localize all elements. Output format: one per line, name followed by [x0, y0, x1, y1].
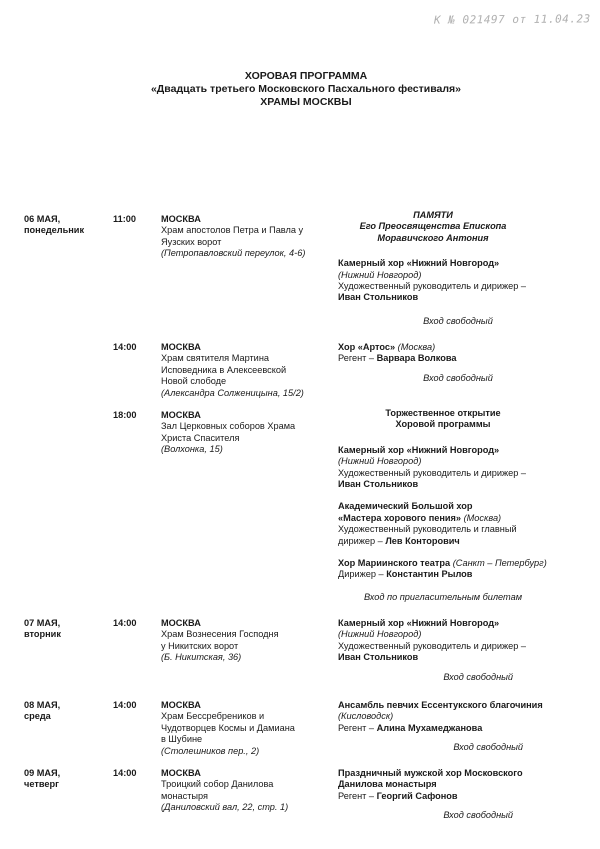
venue-city: МОСКВА — [161, 214, 201, 224]
day-date — [24, 214, 104, 237]
event-performers — [338, 210, 578, 327]
choir-city: (Москва) — [463, 512, 502, 523]
venue-name-line: монастыря — [161, 790, 208, 801]
venue-address: (Б. Никитская, 36) — [161, 652, 242, 663]
venue-city: МОСКВА — [161, 700, 201, 710]
choir-city: (Нижний Новгород) — [338, 629, 422, 640]
venue-address: (Волхонка, 15) — [161, 444, 223, 455]
event-time: 14:00 — [113, 768, 137, 778]
conductor-role: Дирижер – — [338, 569, 384, 580]
weekday-label: понедельник — [24, 225, 85, 236]
event-time: 14:00 — [113, 618, 137, 628]
date-label: 06 МАЯ, — [24, 214, 61, 224]
registration-stamp: К № 021497 от 11.04.23 — [433, 12, 591, 27]
event-venue — [161, 700, 331, 757]
entry-note: Вход свободный — [443, 810, 513, 821]
venue-city: МОСКВА — [161, 618, 201, 628]
venue-name-line: в Шубине — [161, 734, 203, 745]
date-label: 09 МАЯ, — [24, 768, 61, 778]
date-label: 08 МАЯ, — [24, 700, 61, 710]
opening-title: Хоровой программы — [395, 419, 491, 430]
entry-note: Вход свободный — [443, 671, 513, 682]
venue-city: МОСКВА — [161, 342, 201, 352]
venue-name-line: Храм Бессребреников и — [161, 711, 265, 722]
dedication-line: Его Преосвященства Епископа — [359, 221, 507, 232]
venue-name-line: Зал Церковных соборов Храма — [161, 421, 296, 432]
entry-note: Вход по пригласительным билетам — [363, 591, 523, 602]
choir-city: (Москва) — [397, 342, 436, 352]
choir-city: (Санкт – Петербург) — [452, 558, 547, 569]
conductor-role: Художественный руководитель и главный — [338, 524, 517, 535]
conductor-role: Художественный руководитель и дирижер – — [338, 281, 527, 292]
dedication-title: ПАМЯТИ — [413, 210, 453, 220]
event-venue — [161, 410, 331, 456]
choir-name: Камерный хор «Нижний Новгород» — [338, 444, 500, 455]
conductor-role: Художественный руководитель и дирижер – — [338, 640, 527, 651]
date-label: 07 МАЯ, — [24, 618, 61, 628]
venue-city: МОСКВА — [161, 410, 201, 420]
venue-name-line: Чудотворцев Космы и Дамиана — [161, 722, 295, 733]
choir-name: Праздничный мужской хор Московского — [338, 768, 523, 778]
event-time: 14:00 — [113, 342, 137, 352]
event-venue — [161, 214, 331, 260]
conductor-name: Константин Рылов — [386, 569, 473, 580]
choir-city: (Кисловодск) — [338, 711, 394, 722]
conductor-role: Регент – — [338, 353, 375, 364]
choir-name: Академический Большой хор — [338, 501, 473, 512]
venue-name-line: Христа Спасителя — [161, 432, 240, 443]
venue-name-line: Исповедника в Алексеевской — [161, 364, 287, 375]
event-time: 14:00 — [113, 700, 137, 710]
conductor-name: Иван Стольников — [338, 292, 419, 303]
event-performers — [338, 700, 588, 754]
event-performers — [338, 768, 578, 822]
venue-name-line: Храм святителя Мартина — [161, 353, 269, 364]
dedication-line: Моравичского Антония — [377, 232, 489, 243]
choir-city: (Нижний Новгород) — [338, 456, 422, 467]
conductor-role: Художественный руководитель и дирижер – — [338, 467, 527, 478]
venue-name-line: Храм апостолов Петра и Павла у — [161, 225, 304, 236]
choir-name: «Мастера хорового пения» — [338, 512, 462, 523]
choir-name: Камерный хор «Нижний Новгород» — [338, 258, 500, 269]
choir-name: Камерный хор «Нижний Новгород» — [338, 618, 500, 628]
venue-address: (Столешников пер., 2) — [161, 745, 260, 756]
program-title: ХОРОВАЯ ПРОГРАММА — [244, 70, 368, 82]
venue-name-line: Троицкий собор Данилова — [161, 779, 274, 790]
event-venue — [161, 768, 331, 814]
event-venue — [161, 342, 331, 399]
conductor-name: Алина Мухамеджанова — [376, 722, 483, 733]
venue-city: МОСКВА — [161, 768, 201, 778]
event-venue — [161, 618, 331, 664]
event-performers — [338, 342, 578, 384]
weekday-label: четверг — [24, 779, 59, 790]
venue-name-line: Яузских ворот — [161, 236, 222, 247]
choir-name: Данилова монастыря — [338, 779, 437, 790]
venue-name-line: Новой слободе — [161, 376, 227, 387]
entry-note: Вход свободный — [423, 315, 493, 326]
event-performers — [338, 408, 578, 603]
opening-title: Торжественное открытие — [385, 408, 501, 418]
weekday-label: среда — [24, 711, 51, 722]
conductor-name: Георгий Сафонов — [376, 790, 458, 801]
day-date — [24, 618, 104, 641]
entry-note: Вход свободный — [423, 372, 493, 383]
venue-address: (Александра Солженицына, 15/2) — [161, 387, 304, 398]
conductor-name: Варвара Волкова — [376, 353, 457, 364]
venue-address: (Даниловский вал, 22, стр. 1) — [161, 802, 289, 813]
conductor-name: Лев Конторович — [385, 535, 460, 546]
day-date — [24, 700, 104, 723]
choir-city: (Нижний Новгород) — [338, 269, 422, 280]
entry-note: Вход свободный — [453, 742, 523, 753]
day-date — [24, 768, 104, 791]
choir-name: Ансамбль певчих Ессентукского благочиния — [338, 700, 543, 710]
event-time: 11:00 — [113, 214, 136, 224]
conductor-name: Иван Стольников — [338, 652, 419, 663]
section-title: ХРАМЫ МОСКВЫ — [260, 96, 352, 108]
choir-name: Хор Мариинского театра — [338, 558, 451, 569]
event-performers — [338, 618, 578, 683]
event-time: 18:00 — [113, 410, 137, 420]
conductor-role: Регент – — [338, 722, 375, 733]
document-header — [0, 70, 600, 109]
weekday-label: вторник — [24, 629, 61, 640]
venue-address: (Петропавловский переулок, 4-6) — [161, 248, 306, 259]
conductor-role: дирижер – — [338, 535, 383, 546]
venue-name-line: Храм Вознесения Господня — [161, 629, 279, 640]
festival-title: «Двадцать третьего Московского Пасхального фестиваля» — [150, 83, 462, 95]
choir-name: Хор «Артос» — [338, 342, 396, 352]
conductor-role: Регент – — [338, 790, 375, 801]
conductor-name: Иван Стольников — [338, 479, 419, 490]
venue-name-line: у Никитских ворот — [161, 640, 239, 651]
